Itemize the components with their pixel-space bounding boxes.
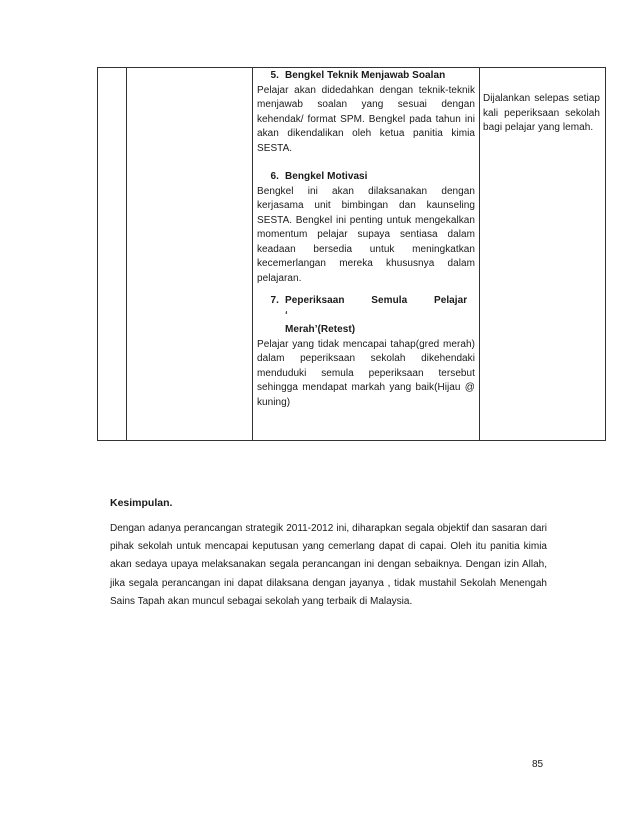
activity-title-line1: Peperiksaan Semula Pelajar ‘ [285, 295, 468, 321]
table-col-border [126, 67, 127, 441]
remarks-cell: Dijalankan selepas setiap kali peperiksaan sekolah bagi pelajar yang lemah. [483, 93, 600, 133]
activity-title-line2: Merah’(Retest) [285, 324, 356, 335]
table-col-border [97, 67, 98, 441]
activity-item-5 [257, 69, 475, 156]
activity-heading [257, 69, 475, 84]
table-col-border [479, 67, 480, 441]
activity-heading [257, 294, 475, 338]
page-number: 85 [532, 759, 544, 770]
activities-cell [257, 69, 475, 410]
table-top-border [97, 67, 606, 68]
activity-description: Bengkel ini akan dilaksanakan dengan kerjasama unit bimbingan dan kaunseling SESTA. Bengkel ini penting untuk mengekalkan momentum pelajar supaya sentiasa dalam keadaan bersedia untuk meningkatkan kecemerlangan mereka khususnya dalam pelajaran. [257, 185, 475, 284]
activity-description: Pelajar yang tidak mencapai tahap(gred merah) dalam peperiksaan sekolah dikehendaki menduduki semula peperiksaan tersebut sehingga mendapat markah yang baik(Hijau @ kuning) [257, 338, 475, 408]
activity-item-7 [257, 294, 475, 410]
activity-title: Bengkel Teknik Menjawab Soalan [285, 70, 446, 81]
activity-number: 7. [270, 295, 279, 306]
table-col-border [252, 67, 253, 441]
activity-title: Bengkel Motivasi [285, 171, 368, 182]
plan-table [97, 67, 606, 441]
table-col-border [605, 67, 606, 441]
activity-number: 6. [270, 171, 279, 182]
activity-item-6 [257, 170, 475, 286]
activity-description: Pelajar akan didedahkan dengan teknik-teknik menjawab soalan yang sesuai dengan kehendak/ format SPM. Bengkel pada tahun ini akan dikendalikan oleh ketua panitia kimia SESTA. [257, 84, 475, 154]
activity-title [285, 294, 475, 338]
conclusion-title: Kesimpulan. [110, 497, 173, 509]
activity-heading [257, 170, 475, 185]
table-bottom-border [97, 440, 606, 441]
activity-number: 5. [270, 70, 279, 81]
conclusion-body: Dengan adanya perancangan strategik 2011-2012 ini, diharapkan segala objektif dan sasaran dari pihak sekolah untuk mencapai keputusan yang cemerlang dapat di capai. Oleh itu panitia kimia akan sedaya upaya melaksanakan segala perancangan ini dengan sebaiknya. Dengan izin Allah, jika segala perancangan ini dapat dilaksana dengan jayanya , tidak mustahil Sekolah Menengah Sains Tapah akan muncul sebagai sekolah yang terbaik di Malaysia. [110, 523, 547, 607]
